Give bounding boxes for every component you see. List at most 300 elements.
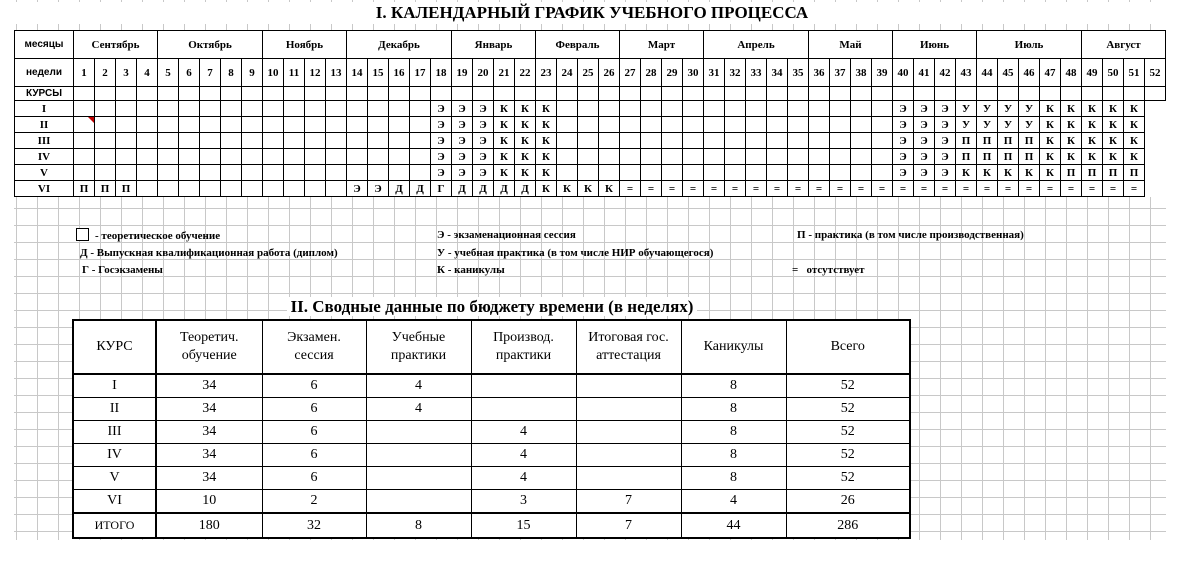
- month-header: Март: [620, 31, 704, 59]
- course-row: [15, 117, 1166, 133]
- empty-cell: [431, 87, 452, 101]
- week-cell: [158, 149, 179, 165]
- week-cell: [809, 165, 830, 181]
- budget-cell: 2: [262, 490, 366, 514]
- week-cell: =: [977, 181, 998, 197]
- week-cell: Д: [410, 181, 431, 197]
- week-cell: [305, 101, 326, 117]
- budget-cell: 34: [156, 374, 262, 398]
- week-cell: [662, 165, 683, 181]
- week-cell: [95, 133, 116, 149]
- week-cell: К: [1040, 117, 1061, 133]
- budget-cell: 34: [156, 421, 262, 444]
- week-cell: [578, 133, 599, 149]
- week-cell: Э: [473, 165, 494, 181]
- week-cell: К: [1082, 149, 1103, 165]
- week-cell: =: [956, 181, 977, 197]
- week-cell: К: [1061, 101, 1082, 117]
- week-cell: [557, 117, 578, 133]
- week-cell: Э: [452, 149, 473, 165]
- empty-cell: [515, 87, 536, 101]
- week-cell: [284, 117, 305, 133]
- week-cell: [242, 101, 263, 117]
- budget-row: [73, 374, 910, 398]
- week-cell: =: [683, 181, 704, 197]
- week-cell: [788, 165, 809, 181]
- header-line: Каникулы: [703, 339, 764, 354]
- week-cell: [683, 149, 704, 165]
- week-cell: [599, 101, 620, 117]
- week-cell: Э: [347, 181, 368, 197]
- week-cell: [830, 101, 851, 117]
- week-cell: [788, 149, 809, 165]
- week-cell: У: [956, 101, 977, 117]
- week-cell: [74, 149, 95, 165]
- week-cell: [242, 133, 263, 149]
- week-cell: [578, 149, 599, 165]
- budget-cell: [366, 444, 471, 467]
- week-number: 8: [221, 59, 242, 87]
- week-number: 41: [914, 59, 935, 87]
- week-cell: =: [1082, 181, 1103, 197]
- week-cell: [746, 165, 767, 181]
- budget-title: II. Сводные данные по бюджету времени (в неделях): [0, 297, 984, 317]
- budget-cell: 4: [471, 467, 576, 490]
- budget-cell: 8: [681, 374, 786, 398]
- budget-cell: 8: [681, 444, 786, 467]
- week-cell: [851, 149, 872, 165]
- week-cell: Э: [935, 133, 956, 149]
- empty-cell: [809, 87, 830, 101]
- budget-cell: 4: [366, 374, 471, 398]
- week-cell: =: [1019, 181, 1040, 197]
- week-cell: К: [494, 133, 515, 149]
- week-cell: [368, 101, 389, 117]
- header-line: обучение: [181, 348, 237, 363]
- week-cell: [200, 181, 221, 197]
- week-cell: [242, 117, 263, 133]
- week-cell: К: [515, 101, 536, 117]
- budget-cell: [366, 467, 471, 490]
- week-cell: [200, 117, 221, 133]
- week-cell: [368, 165, 389, 181]
- budget-course-label: I: [73, 374, 156, 398]
- week-number: 30: [683, 59, 704, 87]
- week-cell: [200, 165, 221, 181]
- week-cell: К: [599, 181, 620, 197]
- empty-cell: [956, 87, 977, 101]
- empty-cell: [116, 87, 137, 101]
- empty-cell: [536, 87, 557, 101]
- week-cell: [389, 101, 410, 117]
- budget-cell: 8: [681, 467, 786, 490]
- budget-total-cell: 7: [576, 513, 681, 538]
- week-cell: [221, 101, 242, 117]
- week-cell: [200, 133, 221, 149]
- week-cell: [872, 133, 893, 149]
- empty-cell: [914, 87, 935, 101]
- budget-row: [73, 398, 910, 421]
- week-cell: К: [1103, 117, 1124, 133]
- budget-cell: 34: [156, 398, 262, 421]
- week-cell: [158, 117, 179, 133]
- week-cell: [137, 165, 158, 181]
- budget-column-header: [576, 320, 681, 374]
- week-cell: [284, 101, 305, 117]
- budget-column-header: [366, 320, 471, 374]
- week-cell: [305, 117, 326, 133]
- week-cell: К: [578, 181, 599, 197]
- budget-course-label: III: [73, 421, 156, 444]
- week-number: 32: [725, 59, 746, 87]
- week-cell: [557, 101, 578, 117]
- week-cell: К: [1040, 101, 1061, 117]
- empty-cell: [1124, 87, 1145, 101]
- week-cell: К: [1124, 133, 1145, 149]
- week-cell: [767, 133, 788, 149]
- empty-cell: [200, 87, 221, 101]
- week-cell: [662, 101, 683, 117]
- week-cell: [368, 149, 389, 165]
- empty-cell: [746, 87, 767, 101]
- week-cell: К: [494, 149, 515, 165]
- week-number: 24: [557, 59, 578, 87]
- week-number: 2: [95, 59, 116, 87]
- week-number: 29: [662, 59, 683, 87]
- empty-cell: [662, 87, 683, 101]
- week-cell: =: [746, 181, 767, 197]
- week-cell: [200, 101, 221, 117]
- week-cell: Д: [473, 181, 494, 197]
- week-number: 21: [494, 59, 515, 87]
- header-line: Теоретич.: [179, 330, 239, 345]
- week-number: 49: [1082, 59, 1103, 87]
- week-cell: [326, 181, 347, 197]
- week-number: 27: [620, 59, 641, 87]
- week-cell: =: [998, 181, 1019, 197]
- week-cell: [347, 117, 368, 133]
- budget-cell: 34: [156, 444, 262, 467]
- week-number: 48: [1061, 59, 1082, 87]
- week-cell: К: [1019, 165, 1040, 181]
- weeks-row: [15, 59, 1166, 87]
- week-cell: [851, 165, 872, 181]
- week-number: 14: [347, 59, 368, 87]
- budget-course-label: V: [73, 467, 156, 490]
- empty-cell: [158, 87, 179, 101]
- course-label: II: [15, 117, 74, 133]
- budget-cell: 52: [786, 467, 910, 490]
- month-header: Май: [809, 31, 893, 59]
- weeks-row-label: недели: [15, 59, 74, 87]
- budget-course-label: II: [73, 398, 156, 421]
- week-cell: П: [95, 181, 116, 197]
- week-cell: [620, 101, 641, 117]
- legend-absent: = отсутствует: [792, 264, 865, 276]
- week-cell: [620, 117, 641, 133]
- week-cell: =: [914, 181, 935, 197]
- week-cell: [74, 101, 95, 117]
- legend-diploma: Д - Выпускная квалификационная работа (диплом): [80, 247, 338, 259]
- week-cell: [683, 165, 704, 181]
- course-label: VI: [15, 181, 74, 197]
- week-cell: =: [893, 181, 914, 197]
- month-header: Ноябрь: [263, 31, 347, 59]
- week-cell: [788, 101, 809, 117]
- week-cell: [410, 165, 431, 181]
- week-cell: Э: [935, 165, 956, 181]
- week-cell: =: [1124, 181, 1145, 197]
- week-cell: К: [956, 165, 977, 181]
- week-cell: К: [1124, 101, 1145, 117]
- budget-column-header: [156, 320, 262, 374]
- budget-cell: 3: [471, 490, 576, 514]
- week-number: 52: [1145, 59, 1166, 87]
- budget-cell: 52: [786, 398, 910, 421]
- budget-cell: 7: [576, 490, 681, 514]
- week-cell: =: [1040, 181, 1061, 197]
- budget-cell: [366, 421, 471, 444]
- week-cell: =: [620, 181, 641, 197]
- week-cell: [578, 117, 599, 133]
- week-number: 50: [1103, 59, 1124, 87]
- week-cell: =: [788, 181, 809, 197]
- week-cell: [809, 133, 830, 149]
- week-cell: К: [1124, 117, 1145, 133]
- week-number: 19: [452, 59, 473, 87]
- week-number: 38: [851, 59, 872, 87]
- empty-cell: [74, 87, 95, 101]
- empty-cell: [137, 87, 158, 101]
- week-cell: [368, 133, 389, 149]
- empty-cell: [263, 87, 284, 101]
- week-cell: [557, 149, 578, 165]
- month-header: Апрель: [704, 31, 809, 59]
- week-number: 3: [116, 59, 137, 87]
- budget-column-header: [471, 320, 576, 374]
- week-cell: [767, 101, 788, 117]
- budget-cell: 4: [471, 444, 576, 467]
- course-label: IV: [15, 149, 74, 165]
- week-cell: [242, 181, 263, 197]
- empty-cell: [683, 87, 704, 101]
- week-cell: [326, 165, 347, 181]
- week-cell: [683, 117, 704, 133]
- week-cell: [221, 133, 242, 149]
- week-cell: [95, 149, 116, 165]
- empty-cell: [494, 87, 515, 101]
- week-cell: К: [515, 165, 536, 181]
- budget-column-header: [786, 320, 910, 374]
- week-cell: Э: [893, 133, 914, 149]
- month-header: Август: [1082, 31, 1166, 59]
- week-cell: [704, 101, 725, 117]
- week-cell: =: [851, 181, 872, 197]
- week-cell: П: [116, 181, 137, 197]
- course-label: V: [15, 165, 74, 181]
- week-cell: К: [536, 165, 557, 181]
- week-cell: Э: [473, 133, 494, 149]
- week-cell: [872, 101, 893, 117]
- week-cell: [767, 165, 788, 181]
- week-cell: [599, 117, 620, 133]
- week-cell: [263, 133, 284, 149]
- week-cell: [704, 165, 725, 181]
- week-cell: К: [536, 101, 557, 117]
- header-line: Экзамен.: [287, 330, 341, 345]
- empty-cell: [368, 87, 389, 101]
- empty-cell: [389, 87, 410, 101]
- budget-table: [72, 319, 911, 539]
- month-header: Июль: [977, 31, 1082, 59]
- budget-cell: 26: [786, 490, 910, 514]
- legend-edu-practice: У - учебная практика (в том числе НИР обучающегося): [437, 247, 714, 259]
- month-header: Февраль: [536, 31, 620, 59]
- empty-cell: [788, 87, 809, 101]
- budget-course-label: VI: [73, 490, 156, 514]
- course-label: I: [15, 101, 74, 117]
- header-line: аттестация: [596, 348, 661, 363]
- courses-label-row: [15, 87, 1166, 101]
- budget-cell: 34: [156, 467, 262, 490]
- week-cell: [389, 117, 410, 133]
- week-cell: [179, 101, 200, 117]
- empty-cell: [830, 87, 851, 101]
- week-cell: [158, 133, 179, 149]
- week-cell: Э: [431, 101, 452, 117]
- week-number: 43: [956, 59, 977, 87]
- week-number: 10: [263, 59, 284, 87]
- week-cell: [284, 149, 305, 165]
- week-cell: Д: [515, 181, 536, 197]
- week-cell: [137, 117, 158, 133]
- budget-course-label: IV: [73, 444, 156, 467]
- week-cell: [704, 133, 725, 149]
- week-cell: [284, 165, 305, 181]
- legend-theory: - теоретическое обучение: [76, 228, 220, 243]
- months-row: [15, 31, 1166, 59]
- week-cell: =: [809, 181, 830, 197]
- week-cell: [725, 101, 746, 117]
- week-cell: [389, 133, 410, 149]
- month-header: Декабрь: [347, 31, 452, 59]
- week-number: 33: [746, 59, 767, 87]
- week-cell: [284, 181, 305, 197]
- week-cell: [74, 133, 95, 149]
- budget-cell: 8: [681, 398, 786, 421]
- budget-cell: [576, 467, 681, 490]
- empty-cell: [578, 87, 599, 101]
- week-cell: Д: [494, 181, 515, 197]
- empty-cell: [95, 87, 116, 101]
- week-cell: [158, 181, 179, 197]
- week-cell: Э: [431, 165, 452, 181]
- week-cell: Э: [914, 101, 935, 117]
- week-number: 16: [389, 59, 410, 87]
- budget-cell: 6: [262, 421, 366, 444]
- week-cell: К: [536, 133, 557, 149]
- week-cell: [263, 149, 284, 165]
- week-cell: [200, 149, 221, 165]
- week-cell: [725, 165, 746, 181]
- week-cell: [347, 101, 368, 117]
- week-cell: Э: [914, 117, 935, 133]
- course-row: [15, 165, 1166, 181]
- week-cell: К: [1103, 101, 1124, 117]
- budget-cell: [576, 421, 681, 444]
- empty-cell: [1019, 87, 1040, 101]
- courses-row-label: КУРСЫ: [15, 87, 74, 101]
- budget-cell: 4: [471, 421, 576, 444]
- legend-holidays: К - каникулы: [437, 264, 505, 276]
- week-cell: Э: [452, 117, 473, 133]
- month-header: Июнь: [893, 31, 977, 59]
- week-cell: [557, 165, 578, 181]
- week-cell: [263, 101, 284, 117]
- week-cell: [116, 133, 137, 149]
- empty-cell: [1145, 87, 1166, 101]
- week-number: 12: [305, 59, 326, 87]
- header-line: сессия: [294, 348, 334, 363]
- budget-cell: 6: [262, 398, 366, 421]
- week-cell: [410, 101, 431, 117]
- header-line: Учебные: [391, 330, 446, 345]
- week-number: 45: [998, 59, 1019, 87]
- week-cell: [809, 101, 830, 117]
- budget-cell: [471, 398, 576, 421]
- week-cell: [179, 165, 200, 181]
- empty-cell: [347, 87, 368, 101]
- week-number: 28: [641, 59, 662, 87]
- week-cell: [725, 149, 746, 165]
- week-cell: П: [956, 133, 977, 149]
- week-cell: [872, 165, 893, 181]
- week-cell: П: [1019, 133, 1040, 149]
- week-number: 40: [893, 59, 914, 87]
- week-cell: =: [641, 181, 662, 197]
- budget-cell: 52: [786, 374, 910, 398]
- course-row: [15, 101, 1166, 117]
- course-row: [15, 181, 1166, 197]
- week-cell: [284, 133, 305, 149]
- week-cell: [662, 133, 683, 149]
- week-cell: [788, 133, 809, 149]
- week-cell: [809, 149, 830, 165]
- week-cell: К: [1082, 117, 1103, 133]
- week-cell: [368, 117, 389, 133]
- week-cell: [326, 133, 347, 149]
- budget-column-header: [73, 320, 156, 374]
- legend-gos: Г - Госэкзамены: [82, 264, 163, 276]
- week-cell: У: [977, 117, 998, 133]
- week-number: 26: [599, 59, 620, 87]
- week-cell: [599, 149, 620, 165]
- week-cell: К: [1103, 149, 1124, 165]
- week-cell: [95, 101, 116, 117]
- budget-cell: 8: [681, 421, 786, 444]
- week-cell: К: [1040, 133, 1061, 149]
- week-cell: [746, 101, 767, 117]
- legend-exam: Э - экзаменационная сессия: [437, 229, 576, 241]
- week-cell: [242, 149, 263, 165]
- empty-cell: [851, 87, 872, 101]
- week-cell: [683, 101, 704, 117]
- empty-cell: [557, 87, 578, 101]
- week-number: 4: [137, 59, 158, 87]
- budget-cell: [576, 374, 681, 398]
- week-cell: =: [830, 181, 851, 197]
- week-cell: =: [704, 181, 725, 197]
